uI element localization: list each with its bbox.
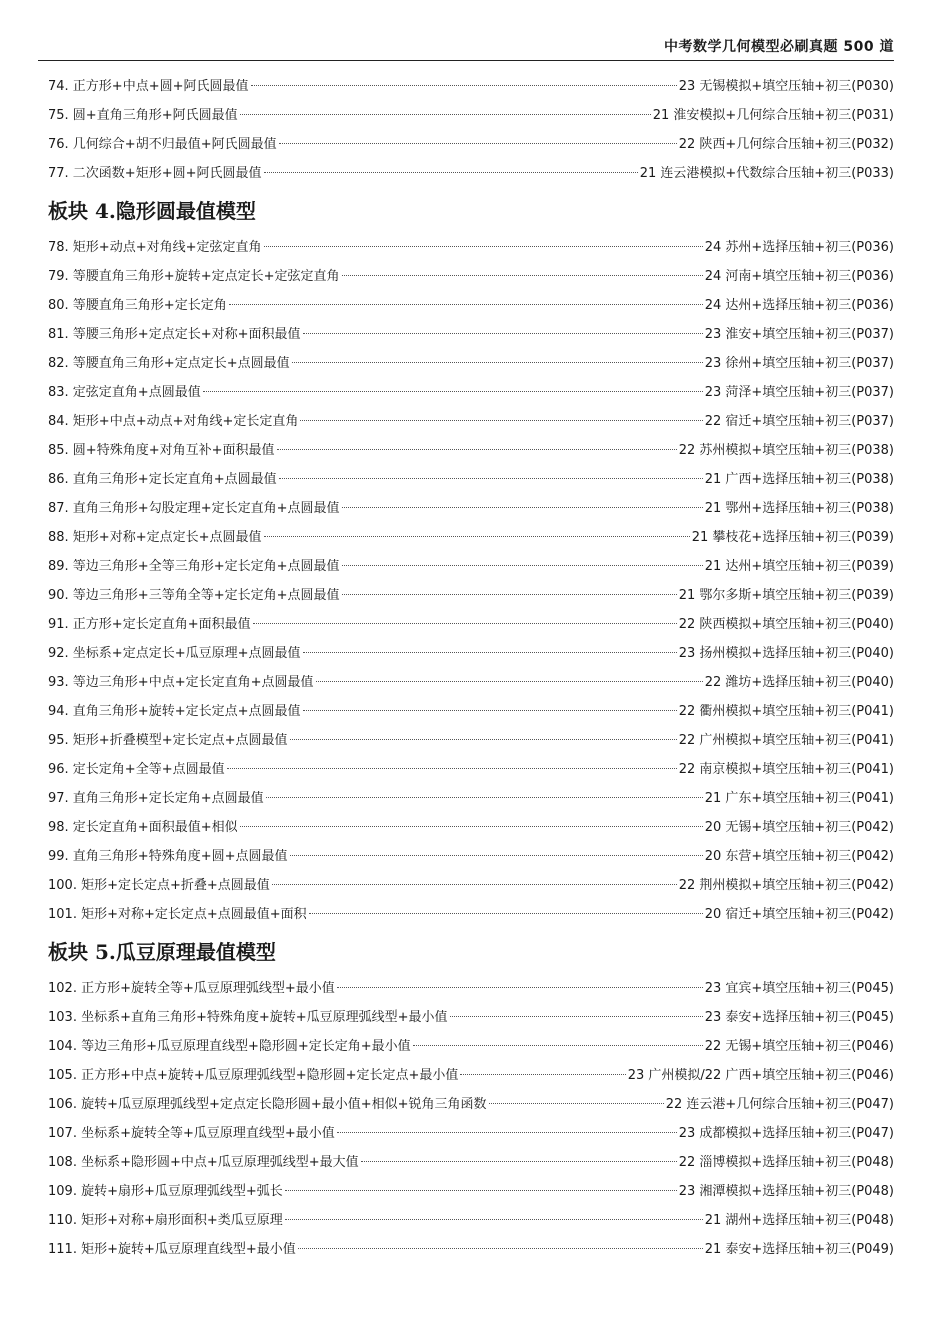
toc-entry-source: 23 淮安+填空压轴+初三(P037) (704, 327, 894, 342)
toc-entry-source: 20 无锡+填空压轴+初三(P042) (704, 820, 894, 835)
dot-leader (240, 826, 703, 827)
dot-leader (203, 391, 703, 392)
toc-entry-source: 21 广西+选择压轴+初三(P038) (704, 472, 894, 487)
toc-entry[interactable] (48, 349, 894, 378)
toc-entry-source: 21 鄂州+选择压轴+初三(P038) (704, 501, 894, 516)
toc-entry[interactable] (48, 697, 894, 726)
dot-leader (303, 333, 703, 334)
toc-entry-source: 22 陕西模拟+填空压轴+初三(P040) (678, 617, 894, 632)
toc-entry[interactable] (48, 1061, 894, 1090)
toc-entry-source: 21 淮安模拟+几何综合压轴+初三(P031) (652, 108, 894, 123)
toc-entry-title: 88. 矩形+对称+定点定长+点圆最值 (48, 530, 262, 545)
toc-entry[interactable] (48, 1032, 894, 1061)
dot-leader (264, 246, 703, 247)
toc-entry-title: 81. 等腰三角形+定点定长+对称+面积最值 (48, 327, 301, 342)
toc-entry[interactable] (48, 900, 894, 929)
toc-entry-source: 24 苏州+选择压轴+初三(P036) (704, 240, 894, 255)
toc-entry-title: 104. 等边三角形+瓜豆原理直线型+隐形圆+定长定角+最小值 (48, 1039, 411, 1054)
dot-leader (460, 1074, 625, 1075)
dot-leader (309, 913, 703, 914)
dot-leader (277, 449, 677, 450)
toc-entry[interactable] (48, 262, 894, 291)
toc-entry-source: 21 泰安+选择压轴+初三(P049) (704, 1242, 894, 1257)
toc-entry-title: 90. 等边三角形+三等角全等+定长定角+点圆最值 (48, 588, 340, 603)
toc-entry-source: 23 成都模拟+选择压轴+初三(P047) (678, 1126, 894, 1141)
section-heading: 板块 5.瓜豆原理最值模型 (48, 940, 276, 964)
toc-entry-title: 86. 直角三角形+定长定直角+点圆最值 (48, 472, 277, 487)
toc-entry-title: 75. 圆+直角三角形+阿氏圆最值 (48, 108, 238, 123)
toc-entry-title: 87. 直角三角形+勾股定理+定长定直角+点圆最值 (48, 501, 340, 516)
dot-leader (298, 1248, 703, 1249)
dot-leader (337, 1132, 677, 1133)
toc-entry[interactable] (48, 813, 894, 842)
dot-leader (342, 275, 703, 276)
toc-entry-title: 100. 矩形+定长定点+折叠+点圆最值 (48, 878, 270, 893)
toc-entry-title: 106. 旋转+瓜豆原理弧线型+定点定长隐形圆+最小值+相似+锐角三角函数 (48, 1097, 487, 1112)
toc-entry-title: 96. 定长定角+全等+点圆最值 (48, 762, 225, 777)
toc-entry-source: 23 泰安+选择压轴+初三(P045) (704, 1010, 894, 1025)
toc-entry[interactable] (48, 378, 894, 407)
toc-entry-source: 22 无锡+填空压轴+初三(P046) (704, 1039, 894, 1054)
section-heading: 板块 4.隐形圆最值模型 (48, 199, 256, 223)
dot-leader (361, 1161, 677, 1162)
dot-leader (285, 1190, 677, 1191)
toc-entry-title: 105. 正方形+中点+旋转+瓜豆原理弧线型+隐形圆+定长定点+最小值 (48, 1068, 459, 1083)
toc-entry-source: 20 宿迁+填空压轴+初三(P042) (704, 907, 894, 922)
toc-entry-source: 22 荆州模拟+填空压轴+初三(P042) (678, 878, 894, 893)
toc-entry-source: 21 湖州+选择压轴+初三(P048) (704, 1213, 894, 1228)
toc-entry[interactable] (48, 130, 894, 159)
toc-entry[interactable] (48, 1119, 894, 1148)
dot-leader (337, 987, 703, 988)
toc-entry[interactable] (48, 726, 894, 755)
toc-entry-source: 21 连云港模拟+代数综合压轴+初三(P033) (639, 166, 894, 181)
toc-entry-title: 77. 二次函数+矩形+圆+阿氏圆最值 (48, 166, 262, 181)
toc-entry-title: 97. 直角三角形+定长定角+点圆最值 (48, 791, 264, 806)
toc-content (48, 72, 894, 1264)
dot-leader (266, 797, 703, 798)
toc-entry-source: 21 广东+填空压轴+初三(P041) (704, 791, 894, 806)
toc-entry[interactable] (48, 101, 894, 130)
toc-entry[interactable] (48, 668, 894, 697)
toc-entry-title: 101. 矩形+对称+定长定点+点圆最值+面积 (48, 907, 307, 922)
toc-entry[interactable] (48, 320, 894, 349)
toc-entry[interactable] (48, 755, 894, 784)
toc-entry-source: 23 宜宾+填空压轴+初三(P045) (704, 981, 894, 996)
toc-entry[interactable] (48, 552, 894, 581)
toc-entry-title: 102. 正方形+旋转全等+瓜豆原理弧线型+最小值 (48, 981, 335, 996)
toc-entry-source: 24 达州+选择压轴+初三(P036) (704, 298, 894, 313)
dot-leader (279, 478, 703, 479)
dot-leader (285, 1219, 703, 1220)
toc-entry[interactable] (48, 159, 894, 188)
dot-leader (253, 623, 677, 624)
toc-entry[interactable] (48, 1235, 894, 1264)
toc-entry[interactable] (48, 1177, 894, 1206)
toc-entry[interactable] (48, 1148, 894, 1177)
dot-leader (450, 1016, 703, 1017)
dot-leader (303, 710, 677, 711)
toc-entry-source: 22 衢州模拟+填空压轴+初三(P041) (678, 704, 894, 719)
toc-entry[interactable] (48, 465, 894, 494)
toc-entry[interactable] (48, 436, 894, 465)
toc-entry-source: 21 达州+填空压轴+初三(P039) (704, 559, 894, 574)
dot-leader (279, 143, 677, 144)
toc-entry[interactable] (48, 1090, 894, 1119)
toc-entry[interactable] (48, 1206, 894, 1235)
toc-entry[interactable] (48, 842, 894, 871)
toc-entry-source: 21 鄂尔多斯+填空压轴+初三(P039) (678, 588, 894, 603)
dot-leader (342, 507, 703, 508)
toc-entry-title: 84. 矩形+中点+动点+对角线+定长定直角 (48, 414, 299, 429)
toc-entry[interactable] (48, 523, 894, 552)
toc-entry[interactable] (48, 233, 894, 262)
toc-entry-title: 78. 矩形+动点+对角线+定弦定直角 (48, 240, 262, 255)
toc-entry-source: 23 无锡模拟+填空压轴+初三(P030) (678, 79, 894, 94)
running-header-title: 中考数学几何模型必刷真题 500 道 (664, 39, 894, 55)
toc-entry[interactable] (48, 291, 894, 320)
dot-leader (272, 884, 677, 885)
toc-entry-source: 22 潍坊+选择压轴+初三(P040) (704, 675, 894, 690)
toc-list-section (48, 974, 894, 1264)
dot-leader (342, 565, 703, 566)
toc-entry-source: 23 菏泽+填空压轴+初三(P037) (704, 385, 894, 400)
dot-leader (413, 1045, 703, 1046)
toc-entry[interactable] (48, 639, 894, 668)
toc-entry-title: 92. 坐标系+定点定长+瓜豆原理+点圆最值 (48, 646, 301, 661)
toc-entry[interactable] (48, 784, 894, 813)
dot-leader (300, 420, 702, 421)
toc-entry-source: 21 攀枝花+选择压轴+初三(P039) (691, 530, 894, 545)
dot-leader (292, 362, 703, 363)
toc-entry-title: 82. 等腰直角三角形+定点定长+点圆最值 (48, 356, 290, 371)
toc-entry-source: 22 连云港+几何综合压轴+初三(P047) (665, 1097, 894, 1112)
dot-leader (240, 114, 651, 115)
toc-entry-source: 23 扬州模拟+选择压轴+初三(P040) (678, 646, 894, 661)
toc-entry[interactable] (48, 407, 894, 436)
dot-leader (290, 739, 677, 740)
dot-leader (316, 681, 703, 682)
dot-leader (229, 304, 703, 305)
toc-entry-title: 103. 坐标系+直角三角形+特殊角度+旋转+瓜豆原理弧线型+最小值 (48, 1010, 448, 1025)
dot-leader (264, 536, 690, 537)
toc-entry-title: 79. 等腰直角三角形+旋转+定点定长+定弦定直角 (48, 269, 340, 284)
toc-entry[interactable] (48, 871, 894, 900)
dot-leader (342, 594, 677, 595)
toc-entry-title: 94. 直角三角形+旋转+定长定点+点圆最值 (48, 704, 301, 719)
toc-entry-title: 99. 直角三角形+特殊角度+圆+点圆最值 (48, 849, 288, 864)
toc-entry-source: 22 淄博模拟+选择压轴+初三(P048) (678, 1155, 894, 1170)
dot-leader (489, 1103, 664, 1104)
toc-entry-source: 22 陕西+几何综合压轴+初三(P032) (678, 137, 894, 152)
toc-entry-title: 74. 正方形+中点+圆+阿氏圆最值 (48, 79, 249, 94)
toc-entry-title: 91. 正方形+定长定直角+面积最值 (48, 617, 251, 632)
dot-leader (264, 172, 638, 173)
toc-entry-title: 109. 旋转+扇形+瓜豆原理弧线型+弧长 (48, 1184, 283, 1199)
toc-entry[interactable] (48, 974, 894, 1003)
toc-sections (48, 193, 894, 1264)
toc-entry-title: 89. 等边三角形+全等三角形+定长定角+点圆最值 (48, 559, 340, 574)
dot-leader (251, 85, 677, 86)
toc-entry[interactable] (48, 72, 894, 101)
dot-leader (290, 855, 703, 856)
toc-entry-source: 23 徐州+填空压轴+初三(P037) (704, 356, 894, 371)
toc-entry[interactable] (48, 610, 894, 639)
toc-entry[interactable] (48, 1003, 894, 1032)
toc-entry-title: 98. 定长定直角+面积最值+相似 (48, 820, 238, 835)
toc-entry-title: 80. 等腰直角三角形+定长定角 (48, 298, 227, 313)
toc-entry[interactable] (48, 494, 894, 523)
toc-entry-source: 22 广州模拟+填空压轴+初三(P041) (678, 733, 894, 748)
toc-entry-title: 85. 圆+特殊角度+对角互补+面积最值 (48, 443, 275, 458)
toc-entry-source: 20 东营+填空压轴+初三(P042) (704, 849, 894, 864)
toc-list-section (48, 233, 894, 929)
toc-entry-source: 22 苏州模拟+填空压轴+初三(P038) (678, 443, 894, 458)
toc-entry-title: 83. 定弦定直角+点圆最值 (48, 385, 201, 400)
toc-entry-source: 22 宿迁+填空压轴+初三(P037) (704, 414, 894, 429)
toc-entry[interactable] (48, 581, 894, 610)
toc-entry-source: 24 河南+填空压轴+初三(P036) (704, 269, 894, 284)
toc-entry-title: 111. 矩形+旋转+瓜豆原理直线型+最小值 (48, 1242, 296, 1257)
toc-list-intro (48, 72, 894, 188)
toc-entry-title: 108. 坐标系+隐形圆+中点+瓜豆原理弧线型+最大值 (48, 1155, 359, 1170)
toc-entry-source: 23 湘潭模拟+选择压轴+初三(P048) (678, 1184, 894, 1199)
toc-entry-title: 107. 坐标系+旋转全等+瓜豆原理直线型+最小值 (48, 1126, 335, 1141)
dot-leader (303, 652, 677, 653)
toc-entry-title: 95. 矩形+折叠模型+定长定点+点圆最值 (48, 733, 288, 748)
toc-entry-title: 76. 几何综合+胡不归最值+阿氏圆最值 (48, 137, 277, 152)
toc-entry-title: 93. 等边三角形+中点+定长定直角+点圆最值 (48, 675, 314, 690)
toc-entry-title: 110. 矩形+对称+扇形面积+类瓜豆原理 (48, 1213, 283, 1228)
header-rule (38, 60, 894, 61)
toc-entry-source: 23 广州模拟/22 广西+填空压轴+初三(P046) (627, 1068, 894, 1083)
dot-leader (227, 768, 677, 769)
toc-entry-source: 22 南京模拟+填空压轴+初三(P041) (678, 762, 894, 777)
